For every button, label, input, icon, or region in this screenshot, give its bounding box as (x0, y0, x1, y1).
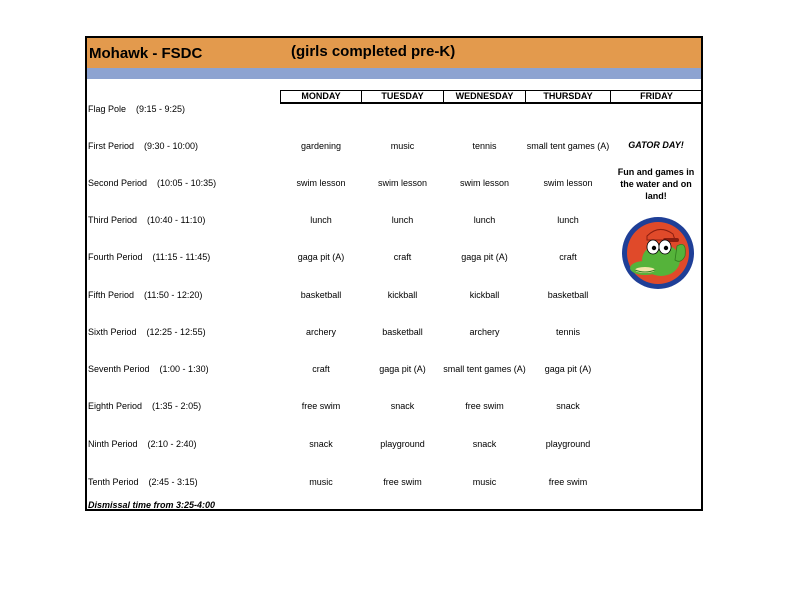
period-label (88, 104, 185, 114)
activity-cell: playground (545, 439, 591, 449)
activity-cell: gardening (300, 141, 342, 151)
title-bar (87, 38, 701, 68)
activity-cell: archery (305, 327, 336, 337)
activity-cell: lunch (310, 215, 332, 225)
day-header-thursday: THURSDAY (525, 90, 611, 104)
activity-cell: snack (472, 439, 497, 449)
group-title: (girls completed pre-K) (291, 43, 456, 60)
period-time: (1:00 - 1:30) (159, 364, 209, 374)
period-label (88, 141, 198, 151)
activity-cell: snack (309, 439, 333, 449)
activity-cell: basketball (382, 327, 423, 337)
period-label (88, 252, 210, 262)
activity-cell: free swim (465, 401, 504, 411)
period-name: Fourth Period (88, 252, 143, 262)
activity-cell: small tent games (A) (443, 364, 526, 374)
activity-cell: music (472, 477, 497, 487)
activity-cell: craft (393, 252, 412, 262)
activity-cell: lunch (473, 215, 496, 225)
activity-cell: free swim (301, 401, 341, 411)
period-time: (11:50 - 12:20) (144, 290, 203, 300)
activity-cell: playground (380, 439, 425, 449)
friday-note: Fun and games in the water and on land! (617, 167, 695, 201)
period-label (88, 364, 209, 374)
activity-cell: tennis (555, 327, 581, 337)
activity-cell: small tent games (A) (526, 141, 610, 151)
activity-cell: free swim (548, 477, 588, 487)
activity-cell: basketball (300, 290, 342, 300)
activity-cell: gaga pit (A) (379, 364, 426, 374)
period-label (88, 327, 206, 337)
period-label (88, 401, 201, 411)
period-time: (1:35 - 2:05) (152, 401, 202, 411)
activity-cell: gaga pit (A) (461, 252, 508, 262)
period-time: (10:05 - 10:35) (157, 178, 217, 188)
activity-cell: swim lesson (543, 178, 593, 188)
period-time: (10:40 - 11:10) (147, 215, 206, 225)
camp-title: Mohawk - FSDC (89, 45, 203, 62)
activity-cell: music (390, 141, 415, 151)
dismissal-note: Dismissal time from 3:25-4:00 (88, 500, 216, 510)
period-label (88, 178, 216, 188)
day-header-tuesday: TUESDAY (361, 90, 444, 104)
friday-title: GATOR DAY! (628, 140, 684, 150)
period-name: Eighth Period (88, 401, 143, 411)
activity-cell: craft (312, 364, 330, 374)
period-name: Third Period (88, 215, 138, 225)
period-label (88, 290, 202, 300)
day-header-wednesday: WEDNESDAY (443, 90, 526, 104)
period-time: (2:45 - 3:15) (148, 477, 198, 487)
period-label (88, 439, 197, 449)
day-header-friday: FRIDAY (610, 90, 703, 104)
period-name: First Period (88, 141, 135, 151)
period-name: Fifth Period (88, 290, 135, 300)
activity-cell: lunch (391, 215, 414, 225)
activity-cell: kickball (469, 290, 500, 300)
activity-cell: craft (559, 252, 577, 262)
period-label (88, 477, 198, 487)
period-time: (11:15 - 11:45) (152, 252, 211, 262)
activity-cell: basketball (547, 290, 589, 300)
period-name: Sixth Period (88, 327, 137, 337)
period-name: Flag Pole (88, 104, 127, 114)
gator-mascot-icon (621, 216, 695, 290)
period-label (88, 215, 205, 225)
activity-cell: music (309, 477, 333, 487)
period-name: Seventh Period (88, 364, 150, 374)
period-time: (2:10 - 2:40) (147, 439, 197, 449)
activity-cell: tennis (472, 141, 497, 151)
activity-cell: kickball (387, 290, 418, 300)
activity-cell: lunch (557, 215, 579, 225)
activity-cell: snack (556, 401, 580, 411)
schedule-sheet (85, 36, 703, 511)
period-name: Tenth Period (88, 477, 139, 487)
activity-cell: swim lesson (459, 178, 509, 188)
activity-cell: swim lesson (377, 178, 427, 188)
activity-cell: archery (469, 327, 500, 337)
period-time: (12:25 - 12:55) (146, 327, 206, 337)
period-time: (9:15 - 9:25) (136, 104, 186, 114)
accent-bar (87, 68, 701, 79)
period-name: Ninth Period (88, 439, 138, 449)
activity-cell: swim lesson (296, 178, 346, 188)
period-time: (9:30 - 10:00) (144, 141, 199, 151)
activity-cell: free swim (383, 477, 422, 487)
activity-cell: gaga pit (A) (297, 252, 345, 262)
day-header-monday: MONDAY (280, 90, 362, 104)
activity-cell: gaga pit (A) (544, 364, 592, 374)
period-name: Second Period (88, 178, 148, 188)
activity-cell: snack (390, 401, 415, 411)
